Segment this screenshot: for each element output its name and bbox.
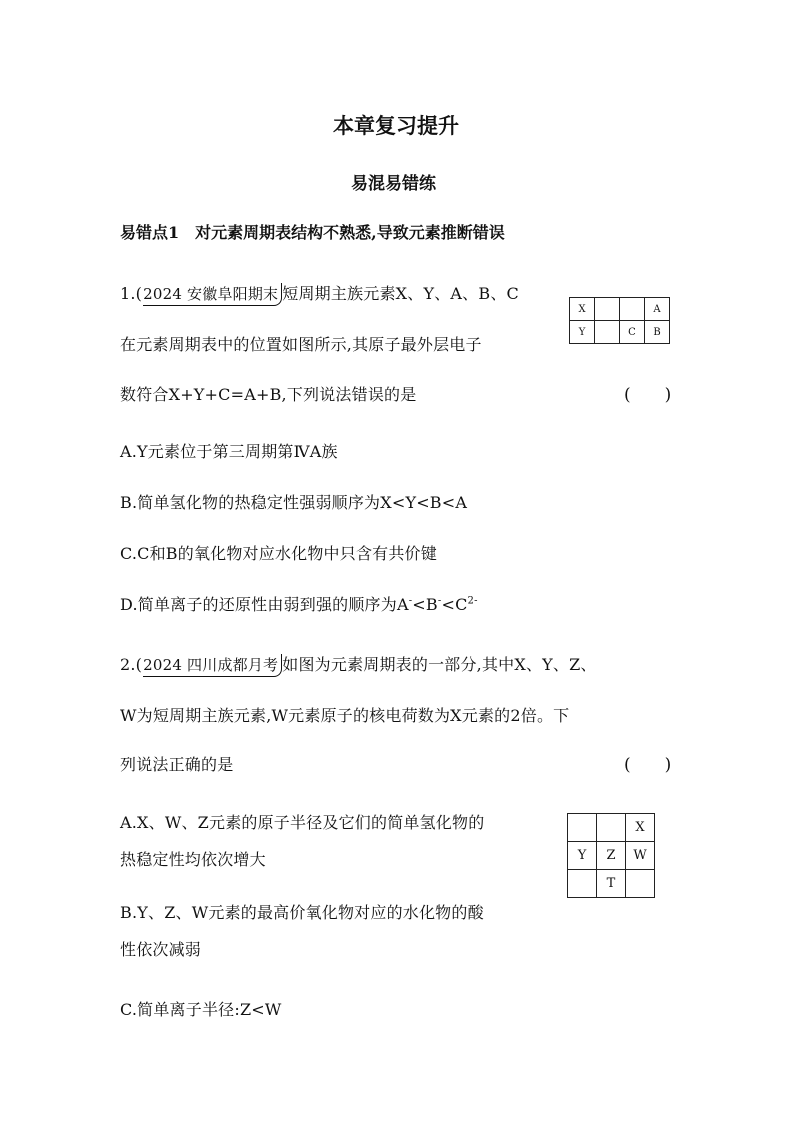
table-row [568, 842, 655, 870]
table-cell: X [626, 814, 655, 842]
q2-option-a-line-1: A.X、W、Z元素的原子半径及它们的简单氢化物的 [120, 813, 485, 832]
q1-option-a: A.Y元素位于第三周期第ⅣA族 [120, 442, 338, 461]
q1-source: 2024 安徽阜阳期末 [143, 283, 282, 306]
q2-stem-line-3: 列说法正确的是 [120, 755, 234, 774]
section-subtitle: 易混易错练 [351, 174, 436, 194]
q1-stem-line-3: 数符合X+Y+C=A+B,下列说法错误的是 [120, 385, 417, 404]
q2-answer-blank: ( ) [624, 755, 672, 775]
table-cell [568, 814, 597, 842]
table-cell [595, 321, 620, 344]
q1-answer-blank: ( ) [624, 385, 672, 405]
q1-stem-line-2: 在元素周期表中的位置如图所示,其原子最外层电子 [120, 335, 482, 354]
table-cell: X [570, 298, 595, 321]
q1-stem-line-1 [120, 281, 519, 306]
table-row [568, 870, 655, 898]
table-row [568, 814, 655, 842]
error-point-heading: 易错点1 对元素周期表结构不熟悉,导致元素推断错误 [120, 223, 505, 242]
q2-periodic-table [567, 813, 655, 898]
table-cell [595, 298, 620, 321]
q1-option-d-text-2: <B [412, 595, 438, 614]
q2-option-b-line-1: B.Y、Z、W元素的最高价氧化物对应的水化物的酸 [120, 903, 484, 922]
q1-periodic-table [569, 297, 670, 344]
q1-stem-1: 短周期主族元素X、Y、A、B、C [282, 284, 519, 303]
table-cell [626, 870, 655, 898]
table-cell [620, 298, 645, 321]
table-cell: A [645, 298, 670, 321]
table-cell: T [597, 870, 626, 898]
q1-option-d-text-3: <C [441, 595, 468, 614]
table-cell [597, 814, 626, 842]
q2-option-a-line-2: 热稳定性均依次增大 [120, 850, 266, 869]
charge-superscript: 2- [467, 595, 478, 607]
q2-source: 2024 四川成都月考 [143, 654, 282, 677]
q2-stem-line-1 [120, 652, 597, 677]
table-row [570, 321, 670, 344]
q1-number: 1.( [120, 284, 143, 303]
page-title: 本章复习提升 [333, 113, 459, 138]
table-cell: W [626, 842, 655, 870]
q2-stem-line-2: W为短周期主族元素,W元素原子的核电荷数为X元素的2倍。下 [120, 706, 570, 725]
table-cell: Y [568, 842, 597, 870]
q2-option-c: C.简单离子半径:Z<W [120, 1000, 282, 1019]
q1-option-b: B.简单氢化物的热稳定性强弱顺序为X<Y<B<A [120, 493, 468, 512]
charge-superscript: - [437, 595, 442, 607]
q1-option-d [120, 592, 478, 615]
q1-option-c: C.C和B的氧化物对应水化物中只含有共价键 [120, 544, 437, 563]
table-cell: Y [570, 321, 595, 344]
q2-number: 2.( [120, 655, 143, 674]
q2-option-b-line-2: 性依次减弱 [120, 940, 202, 959]
table-cell [568, 870, 597, 898]
table-cell: B [645, 321, 670, 344]
table-cell: Z [597, 842, 626, 870]
table-cell: C [620, 321, 645, 344]
q2-stem-1: 如图为元素周期表的一部分,其中X、Y、Z、 [282, 655, 597, 674]
q1-option-d-text: D.简单离子的还原性由弱到强的顺序为A [120, 595, 409, 614]
charge-superscript: - [408, 595, 413, 607]
table-row [570, 298, 670, 321]
